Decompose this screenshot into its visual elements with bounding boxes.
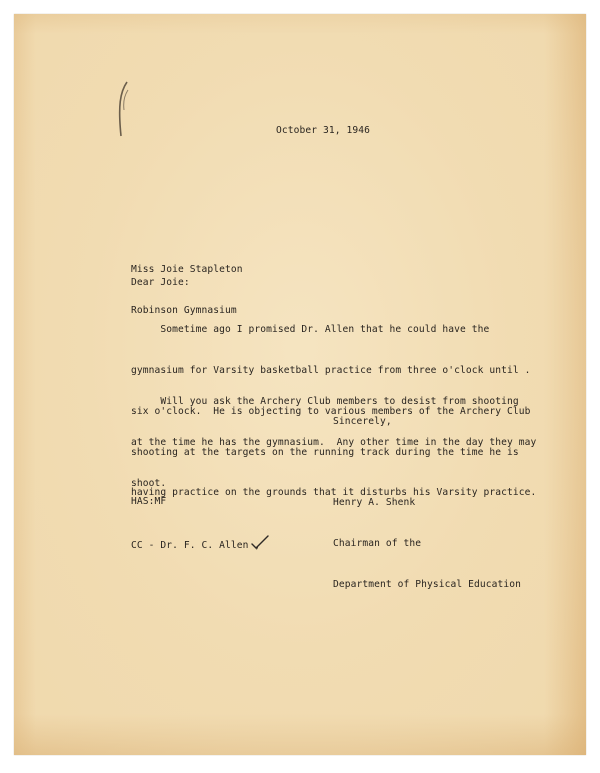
signer-name: Henry A. Shenk — [333, 497, 416, 509]
paragraph-line: at the time he has the gymnasium. Any other time in the day they may — [131, 436, 537, 448]
signer-title: Chairman of the — [333, 537, 422, 549]
paragraph-line: gymnasium for Varsity basketball practice from three o'clock until . — [131, 364, 531, 376]
closing: Sincerely, — [333, 416, 392, 427]
paragraph-line: six o'clock. He is objecting to various members of the Archery Club — [131, 405, 531, 417]
letter-page — [14, 14, 586, 755]
paragraph-line: shoot. — [131, 477, 167, 489]
carbon-copy-line: CC - Dr. F. C. Allen , — [131, 540, 261, 551]
paragraph-line: having practice on the grounds that it disturbs his Varsity practice. — [131, 487, 537, 499]
typist-initials: HAS:MF — [131, 496, 167, 507]
paragraph-line: shooting at the targets on the running track during the time he is — [131, 446, 519, 458]
salutation: Dear Joie: — [131, 277, 190, 288]
paragraph-line: Sometime ago I promised Dr. Allen that he could have the — [131, 324, 490, 336]
recipient-location: Robinson Gymnasium — [131, 304, 237, 316]
signer-department: Department of Physical Education — [333, 578, 522, 590]
pencil-mark-icon — [114, 80, 130, 140]
paragraph-line: Will you ask the Archery Club members to desist from shooting — [131, 396, 519, 408]
recipient-name: Miss Joie Stapleton — [131, 264, 243, 276]
letter-date: October 31, 1946 — [276, 125, 371, 136]
checkmark-icon — [250, 534, 270, 550]
signature-block — [333, 469, 521, 619]
